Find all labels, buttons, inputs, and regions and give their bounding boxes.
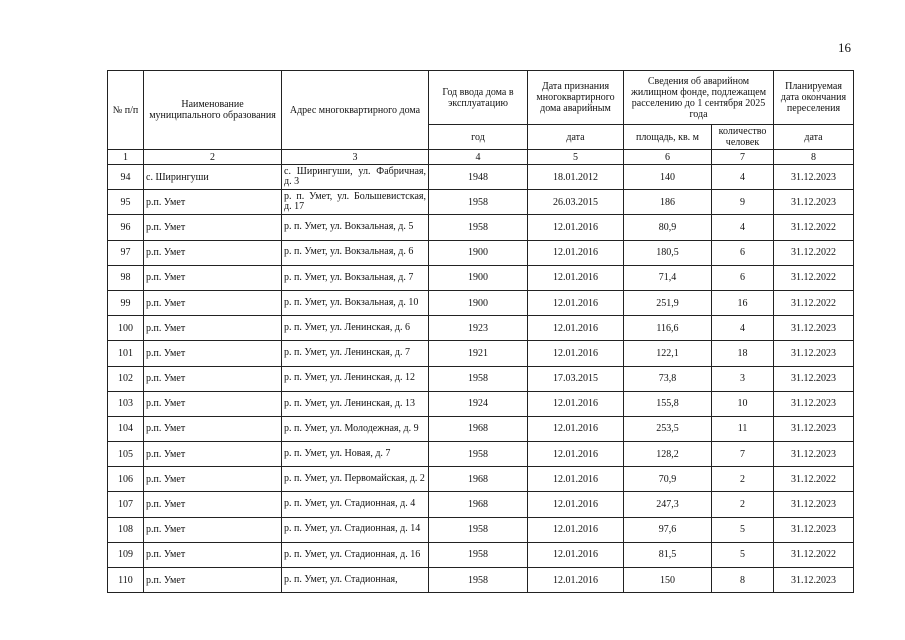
row-planned-date: 31.12.2022 — [774, 542, 854, 567]
table-row — [108, 290, 854, 315]
row-address: с. Ширингуши, ул. Фабричная, д. 3 — [282, 165, 429, 190]
column-number: 1 — [108, 150, 144, 165]
table-row — [108, 165, 854, 190]
row-people: 11 — [712, 416, 774, 441]
row-area: 180,5 — [624, 240, 712, 265]
row-people: 6 — [712, 240, 774, 265]
row-area: 80,9 — [624, 215, 712, 240]
row-year: 1958 — [429, 542, 528, 567]
row-address: р. п. Умет, ул. Стадионная, д. 4 — [282, 492, 429, 517]
row-planned-date: 31.12.2022 — [774, 215, 854, 240]
row-number: 96 — [108, 215, 144, 240]
table-row — [108, 467, 854, 492]
row-year: 1958 — [429, 366, 528, 391]
relocation-table — [107, 70, 854, 593]
table-row — [108, 492, 854, 517]
row-address: р. п. Умет, ул. Вокзальная, д. 5 — [282, 215, 429, 240]
row-year: 1924 — [429, 391, 528, 416]
row-date: 12.01.2016 — [528, 568, 624, 593]
row-address: р. п. Умет, ул. Вокзальная, д. 7 — [282, 265, 429, 290]
row-people: 18 — [712, 341, 774, 366]
row-people: 4 — [712, 316, 774, 341]
row-planned-date: 31.12.2023 — [774, 416, 854, 441]
row-municipality: р.п. Умет — [144, 416, 282, 441]
column-number-row — [108, 150, 854, 165]
row-people: 2 — [712, 492, 774, 517]
row-area: 186 — [624, 190, 712, 215]
row-planned-date: 31.12.2022 — [774, 467, 854, 492]
row-planned-date: 31.12.2023 — [774, 442, 854, 467]
header-emergency-info: Сведения об аварийном жилищном фонде, подлежащем расселению до 1 сентября 2025 года — [624, 71, 774, 125]
column-number: 8 — [774, 150, 854, 165]
row-area: 253,5 — [624, 416, 712, 441]
row-area: 73,8 — [624, 366, 712, 391]
table-row — [108, 240, 854, 265]
row-area: 140 — [624, 165, 712, 190]
row-planned-date: 31.12.2023 — [774, 190, 854, 215]
row-date: 12.01.2016 — [528, 467, 624, 492]
row-date: 12.01.2016 — [528, 442, 624, 467]
row-people: 3 — [712, 366, 774, 391]
row-date: 12.01.2016 — [528, 341, 624, 366]
row-people: 9 — [712, 190, 774, 215]
row-number: 95 — [108, 190, 144, 215]
row-address: р. п. Умет, ул. Ленинская, д. 6 — [282, 316, 429, 341]
row-address: р. п. Умет, ул. Большевистская, д. 17 — [282, 190, 429, 215]
row-number: 101 — [108, 341, 144, 366]
row-municipality: р.п. Умет — [144, 517, 282, 542]
row-year: 1958 — [429, 442, 528, 467]
row-date: 12.01.2016 — [528, 416, 624, 441]
row-municipality: р.п. Умет — [144, 341, 282, 366]
row-address: р. п. Умет, ул. Вокзальная, д. 10 — [282, 290, 429, 315]
row-people: 4 — [712, 215, 774, 240]
row-municipality: р.п. Умет — [144, 265, 282, 290]
row-year: 1958 — [429, 215, 528, 240]
table-row — [108, 190, 854, 215]
row-number: 94 — [108, 165, 144, 190]
page-number: 16 — [838, 40, 851, 55]
row-people: 8 — [712, 568, 774, 593]
row-date: 12.01.2016 — [528, 290, 624, 315]
table-row — [108, 341, 854, 366]
row-date: 12.01.2016 — [528, 316, 624, 341]
table-row — [108, 416, 854, 441]
table-row — [108, 215, 854, 240]
subheader-people: количество человек — [712, 125, 774, 150]
header-municipality: Наименование муниципального образования — [144, 71, 282, 150]
header-year-commissioned: Год ввода дома в эксплуатацию — [429, 71, 528, 125]
row-date: 12.01.2016 — [528, 240, 624, 265]
table-row — [108, 391, 854, 416]
row-municipality: р.п. Умет — [144, 542, 282, 567]
row-year: 1958 — [429, 190, 528, 215]
table-row — [108, 517, 854, 542]
row-date: 17.03.2015 — [528, 366, 624, 391]
row-address: р. п. Умет, ул. Стадионная, д. 16 — [282, 542, 429, 567]
row-address: р. п. Умет, ул. Вокзальная, д. 6 — [282, 240, 429, 265]
row-planned-date: 31.12.2022 — [774, 240, 854, 265]
row-date: 18.01.2012 — [528, 165, 624, 190]
row-date: 12.01.2016 — [528, 542, 624, 567]
row-municipality: р.п. Умет — [144, 240, 282, 265]
row-number: 97 — [108, 240, 144, 265]
row-people: 2 — [712, 467, 774, 492]
row-area: 81,5 — [624, 542, 712, 567]
row-area: 122,1 — [624, 341, 712, 366]
row-area: 155,8 — [624, 391, 712, 416]
row-municipality: р.п. Умет — [144, 316, 282, 341]
row-municipality: р.п. Умет — [144, 568, 282, 593]
row-address: р. п. Умет, ул. Ленинская, д. 12 — [282, 366, 429, 391]
row-address: р. п. Умет, ул. Первомайская, д. 2 — [282, 467, 429, 492]
row-planned-date: 31.12.2023 — [774, 517, 854, 542]
row-people: 5 — [712, 517, 774, 542]
row-municipality: р.п. Умет — [144, 467, 282, 492]
row-address: р. п. Умет, ул. Молодежная, д. 9 — [282, 416, 429, 441]
row-planned-date: 31.12.2023 — [774, 366, 854, 391]
row-area: 128,2 — [624, 442, 712, 467]
row-municipality: р.п. Умет — [144, 290, 282, 315]
table-row — [108, 265, 854, 290]
column-number: 5 — [528, 150, 624, 165]
subheader-year: год — [429, 125, 528, 150]
row-year: 1923 — [429, 316, 528, 341]
row-date: 12.01.2016 — [528, 517, 624, 542]
row-date: 12.01.2016 — [528, 391, 624, 416]
row-number: 102 — [108, 366, 144, 391]
row-year: 1948 — [429, 165, 528, 190]
subheader-date: дата — [528, 125, 624, 150]
row-year: 1900 — [429, 265, 528, 290]
row-date: 12.01.2016 — [528, 492, 624, 517]
row-address: р. п. Умет, ул. Новая, д. 7 — [282, 442, 429, 467]
row-area: 247,3 — [624, 492, 712, 517]
header-address: Адрес многоквартирного дома — [282, 71, 429, 150]
row-planned-date: 31.12.2023 — [774, 341, 854, 366]
row-people: 4 — [712, 165, 774, 190]
row-planned-date: 31.12.2022 — [774, 265, 854, 290]
row-municipality: р.п. Умет — [144, 366, 282, 391]
row-area: 251,9 — [624, 290, 712, 315]
column-number: 7 — [712, 150, 774, 165]
table-row — [108, 442, 854, 467]
row-people: 10 — [712, 391, 774, 416]
row-people: 5 — [712, 542, 774, 567]
row-planned-date: 31.12.2022 — [774, 290, 854, 315]
row-area: 116,6 — [624, 316, 712, 341]
row-planned-date: 31.12.2023 — [774, 316, 854, 341]
row-address: р. п. Умет, ул. Ленинская, д. 13 — [282, 391, 429, 416]
row-number: 105 — [108, 442, 144, 467]
row-number: 110 — [108, 568, 144, 593]
row-planned-date: 31.12.2023 — [774, 492, 854, 517]
row-area: 70,9 — [624, 467, 712, 492]
row-municipality: р.п. Умет — [144, 442, 282, 467]
row-number: 106 — [108, 467, 144, 492]
row-address: р. п. Умет, ул. Стадионная, д. 14 — [282, 517, 429, 542]
row-year: 1958 — [429, 517, 528, 542]
row-year: 1921 — [429, 341, 528, 366]
table-body — [108, 165, 854, 593]
row-area: 150 — [624, 568, 712, 593]
row-year: 1968 — [429, 492, 528, 517]
row-number: 98 — [108, 265, 144, 290]
row-year: 1968 — [429, 416, 528, 441]
row-number: 108 — [108, 517, 144, 542]
row-number: 109 — [108, 542, 144, 567]
row-municipality: р.п. Умет — [144, 492, 282, 517]
row-year: 1958 — [429, 568, 528, 593]
row-date: 12.01.2016 — [528, 265, 624, 290]
row-year: 1900 — [429, 240, 528, 265]
table-row — [108, 542, 854, 567]
row-address: р. п. Умет, ул. Стадионная, — [282, 568, 429, 593]
subheader-area: площадь, кв. м — [624, 125, 712, 150]
row-municipality: р.п. Умет — [144, 391, 282, 416]
header-num: № п/п — [108, 71, 144, 150]
row-number: 99 — [108, 290, 144, 315]
row-number: 103 — [108, 391, 144, 416]
row-number: 107 — [108, 492, 144, 517]
row-date: 26.03.2015 — [528, 190, 624, 215]
row-area: 97,6 — [624, 517, 712, 542]
row-area: 71,4 — [624, 265, 712, 290]
row-people: 7 — [712, 442, 774, 467]
row-municipality: с. Ширингуши — [144, 165, 282, 190]
row-planned-date: 31.12.2023 — [774, 165, 854, 190]
subheader-planned: дата — [774, 125, 854, 150]
column-number: 4 — [429, 150, 528, 165]
row-municipality: р.п. Умет — [144, 215, 282, 240]
row-date: 12.01.2016 — [528, 215, 624, 240]
row-year: 1968 — [429, 467, 528, 492]
header-planned-date: Планируемая дата окончания переселения — [774, 71, 854, 125]
row-municipality: р.п. Умет — [144, 190, 282, 215]
row-people: 16 — [712, 290, 774, 315]
table-row — [108, 568, 854, 593]
row-planned-date: 31.12.2023 — [774, 568, 854, 593]
row-address: р. п. Умет, ул. Ленинская, д. 7 — [282, 341, 429, 366]
table-row — [108, 316, 854, 341]
column-number: 2 — [144, 150, 282, 165]
row-people: 6 — [712, 265, 774, 290]
column-number: 3 — [282, 150, 429, 165]
table-row — [108, 366, 854, 391]
header-date-emergency: Дата признания многоквартирного дома аварийным — [528, 71, 624, 125]
row-number: 104 — [108, 416, 144, 441]
column-number: 6 — [624, 150, 712, 165]
row-planned-date: 31.12.2023 — [774, 391, 854, 416]
row-year: 1900 — [429, 290, 528, 315]
row-number: 100 — [108, 316, 144, 341]
